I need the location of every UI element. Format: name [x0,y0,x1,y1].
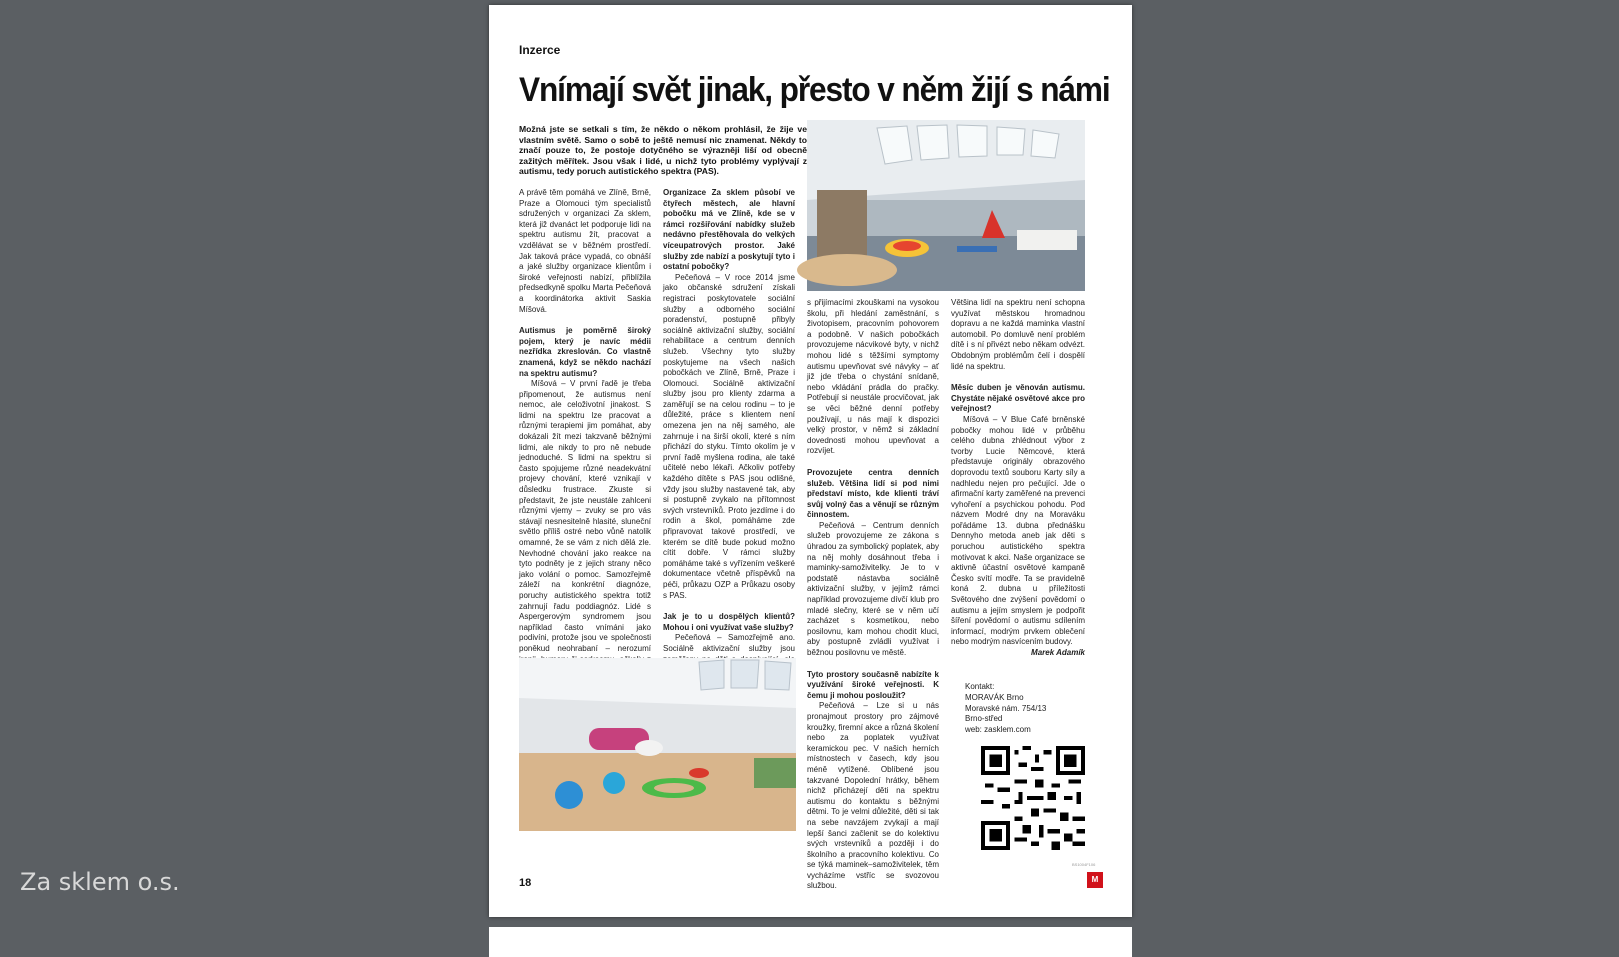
col2-question-1: Organizace Za sklem působí ve čtyřech městech, ale hlavní pobočku má ve Zlíně, kde se v rámci rozšiřování nabídky služeb nedávno přestěhovala do velkých víceupatrových prostor. Jaké služby zde nabízí a poskytují tyto i ostatní pobočky? [663,188,795,272]
col2-answer-1: Pečeňová – V roce 2014 jsme jako občanské sdružení získali registraci poskytovatele sociální služby a odborného sociální poradenství, postupně přibyly sociálně aktivizační služby, sociální rehabilitace a centrum denních služeb. Všechny tyto služby poskytujeme na všech našich pobočkách ve Zlíně, Brně, Praze i Olomouci. Sociálně aktivizační služby jsou pro klienty zdarma a zaměřují se na celou rodinu – to je důležité, práce s klientem není omezena jen na něj samého, ale zahrnuje i na širší okolí, které s ním přichází do styku. Tímto okolím je v první řadě myšlena rodina, ale také učitelé nebo lékaři. Ačkoliv potřeby každého dítěte s PAS jsou odlišné, vždy jsou služby nastavené tak, aby si postupně zvykalo na přítomnost svých vrstevníků. Proto jezdíme i do rodin a škol, pomáháme zde připravovat takové prostředí, ve kterém se dítě bude pokud možno cítit dobře. V rámci služby pomáháme také s vyřízením veškeré dokumentace včetně příspěvků na péči, průkazu OZP a Průkazu osoby s PAS. [663,272,795,600]
col1-answer-1: Míšová – V první řadě je třeba připomenout, že autismus není nemoc, ale celoživotní jinakost. S lidmi na spektru lze pracovat a různými terapiemi jim pomáhat, aby dokázali žít mezi takzvaně běžnými lidmi, ale nikdy to pro ně nebude jednoduché. S lidmi na spektru si často spojujeme různé neadekvátní projevy chování, které vznikají v důsledku frustrace. Zkuste si představit, že jste neustále zahlceni různými vjemy – zvuky se pro vás stávají nesnesitelně hlasité, sluneční světlo příliš ostré nebo vůně natolik omamné, že se vám z nich dělá zle. Nevhodné chování jako reakce na tyto podněty je z jejich strany něco jako volání o pomoc. Samozřejmě záleží na konkrétní diagnóze, poruchy autistického spektra totiž zahrnují řadu poddiagnóz. Lidé s Aspergerovým syndromem jsou například často vnímáni jako podivíni, protože jsou ve společnosti poněkud neohrabaní – nerozumí [519,379,651,653]
col2-question-2: Jak je to u dospělých klientů? Mohou i oni využívat vaše služby? [663,612,795,632]
headline: Vnímají svět jinak, přesto v něm žijí s námi [519,71,1110,109]
column-2 [663,188,795,653]
contact-city: Brno-střed [965,714,1003,724]
watermark-text: Za sklem o.s. [20,868,180,896]
col3-answer-1: Pečeňová – Centrum denních služeb provozujeme ze zákona s úhradou za symbolický poplatek, aby na něj mohly dosáhnout třeba i maminky-samoživitelky. Je to v podstatě nástavba sociálně aktivizační služby, v jejímž rámci například provozujeme dívčí klub pro mladé slečny, které se v něm učí zacházet s kosmetikou, nebo posilovnu, kam mohou chodit kluci, aby postupně zvládli využívat i běžnou posilovnu ve městě. [807,520,939,657]
contact-block [965,682,1105,736]
col1-intro: A právě těm pomáhá ve Zlíně, Brně, Praze a Olomouci tým specialistů sdružených v organizaci Za sklem, která již dvanáct let podporuje lidi na spektru autismu žít, pracovat a vzdělávat se v běžném prostředí. Jak taková práce vypadá, co obnáší a jaké služby organizace klientům i široké veřejnosti nabízí, přiblížila předsedkyně spolku Marta Pečeňová a koordinátorka aktivit Saskia Míšová. [519,188,651,314]
contact-name: MORAVÁK Brno [965,692,1024,702]
photo-therapy-room [519,658,796,831]
author: Marek Adamík [1031,648,1085,657]
lead-paragraph: Možná jste se setkali s tím, že někdo o někom prohlásil, že žije ve vlastním světě. Samo o sobě to ještě nemusí nic znamenat. Někdy to značí pouze to, že postoje dotyčného se výrazněji liší od obecně zažitých měřítek. Jsou však i lidé, u nichž tyto problémy vyplývají z autismu, tedy poruch autistického spektra (PAS). [519,124,807,177]
col3-question-2: Tyto prostory současně nabízíte k využívání široké veřejnosti. K čemu ji mohou posloužit? [807,669,939,700]
publisher-logo-icon: M [1087,872,1103,888]
photo-playroom [807,120,1085,291]
col4-answer-0: Většina lidí na spektru není schopna využívat městskou hromadnou dopravu a ne každá maminka vlastní automobil. Po domluvě není problém dítě i s ní přivézt nebo někam odvézt. Obdobným problémům čelí i dospělí lidé na spektru. [951,298,1085,371]
contact-label: Kontakt: [965,682,995,691]
col2-answer-2: Pečeňová – Samozřejmě ano. Sociálně aktivizační služby jsou [663,633,795,653]
magazine-page [489,5,1132,917]
column-3 [807,298,939,891]
col4-answer-1: Míšová – V Blue Café brněnské pobočky mohou lidé v průběhu celého dubna zhlédnout výbor z tvorby Lucie Němcové, která představuje originály obrazového doprovodu textů souboru Karty síly a nadhledu nejen pro pečující. Jde o afirmační karty zaměřené na prevenci vyhoření a psychickou pohodu. Pod názvem Modré dny na Moraváku pořádáme 13. dubna přednášku Dennyho metoda aneb jak děti s poruchou autistického spektra motivovat k akci. Naše organizace se aktivně účastní osvětové kampaně Česko svítí modře. Ta se pravidelně koná 2. dubna u příležitosti Světového dne zvýšení povědomí o autismu a jejím smyslem je podpořit šíření povědomí o autismu sdílením informací, modrým prvkem oblečení nebo modrým nasvícením budovy. [951,414,1085,647]
contact-address: Moravské nám. 754/13 [965,703,1047,713]
col3-answer-0: s přijímacími zkouškami na vysokou školu, při hledání zaměstnání, s životopisem, pracovním pohovorem a podobně. V našich pobočkách provozujeme nácvikové byty, v nichž mohou lidé s těžšími symptomy autismu upevňovat své návyky – ať již jde třeba o chystání snídaně, nebo vkládání prádla do pračky. Potřebují si neustále procvičovat, jak se věci běžné denní potřeby používají, u nás mají k dispozici velký prostor, v němž si základní dovednosti mohou upevňovat a rozvíjet. [807,298,939,456]
page-number: 18 [519,877,532,889]
column-1 [519,188,651,653]
ad-code: BS1004F106 [1072,862,1096,867]
qr-code-image [981,746,1085,850]
next-page-edge [489,927,1132,957]
section-label: Inzerce [519,43,561,57]
column-4 [951,298,1085,658]
col3-answer-2: Pečeňová – Lze si u nás pronajmout prostory pro zájmové kroužky, firemní akce a různá školení nebo za poplatek využívat keramickou pec. V našich herních místnostech v časech, kdy jsou méně vytížené. Oblíbené jsou takzvané Dopolední hrátky, během nichž přicházejí děti na spektru autismu do kontaktu s běžnými dětmi. To je velmi důležité, děti si tak na sebe navzájem zvykají a mají lepší šanci začlenit se do kolektivu svých vrstevníků a později i do školního a pracovního kolektivu. Co se týká maminek–samoživitelek, těm vycházíme vstříc se svozovou službou. [807,701,939,891]
col3-question-1: Provozujete centra denních služeb. Většina lidí si pod nimi představí místo, kde klienti tráví svůj volný čas a věnují se různým činnostem. [807,467,939,520]
col1-question-1: Autismus je poměrně široký pojem, který je navíc médii nezřídka zkreslován. Co vlastně znamená, když se někdo nachází na spektru autismu? [519,326,651,378]
contact-web: web: zasklem.com [965,725,1031,735]
col4-question-1: Měsíc duben je věnován autismu. Chystáte nějaké osvětové akce pro veřejnost? [951,383,1085,414]
